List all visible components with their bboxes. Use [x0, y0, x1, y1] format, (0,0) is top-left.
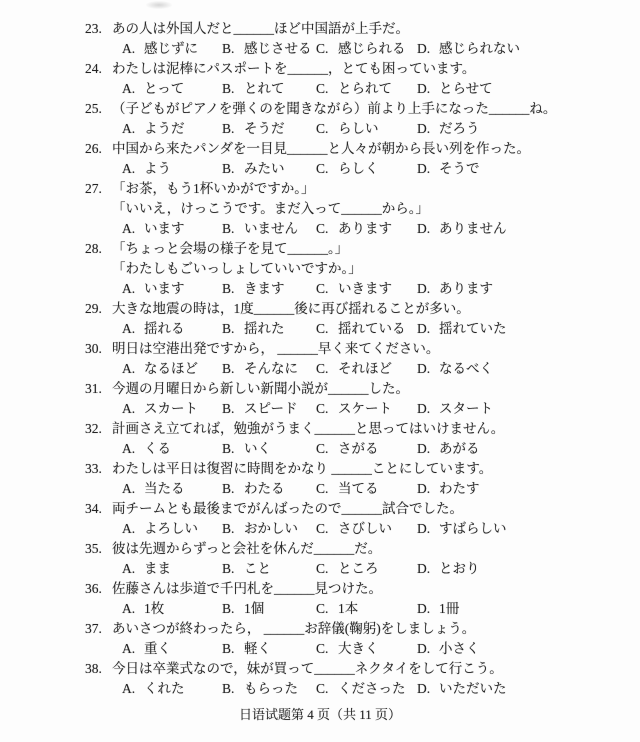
option-c — [316, 119, 417, 139]
option-letter: B. — [222, 81, 235, 96]
page-footer — [0, 706, 640, 724]
option-a — [122, 439, 222, 459]
option-letter: C. — [316, 161, 329, 176]
option-letter: A. — [122, 481, 136, 496]
options-row — [85, 79, 625, 99]
option-letter: D. — [417, 481, 431, 496]
option-text: おかしい — [244, 521, 298, 536]
option-text: らしい — [338, 121, 379, 136]
question-text: 「いいえ，けっこうです。まだ入って______から。」 — [112, 201, 429, 216]
option-letter: A. — [122, 321, 136, 336]
option-text: きます — [244, 281, 285, 296]
option-d — [417, 219, 625, 239]
option-letter: D. — [417, 561, 431, 576]
option-letter: B. — [222, 221, 235, 236]
question-text: （子どもがピアノを弾くのを聞きながら）前より上手になった______ね。 — [112, 101, 557, 116]
option-text: ところ — [338, 561, 379, 576]
option-text: よろしい — [144, 521, 198, 536]
option-a — [122, 639, 222, 659]
question-number: 24. — [85, 61, 102, 76]
question-line — [85, 59, 625, 79]
option-c — [316, 79, 417, 99]
question-27 — [85, 179, 625, 239]
option-text: います — [144, 281, 185, 296]
option-b — [222, 39, 316, 59]
question-line — [85, 499, 625, 519]
option-text: 1個 — [244, 601, 265, 616]
option-letter: C. — [316, 41, 329, 56]
option-text: そんなに — [244, 361, 298, 376]
question-text: 「ちょっと会場の様子を見て______。」 — [112, 241, 349, 256]
option-letter: B. — [222, 121, 235, 136]
option-d — [417, 679, 625, 699]
option-b — [222, 399, 316, 419]
question-line — [85, 659, 625, 679]
option-a — [122, 679, 222, 699]
option-a — [122, 319, 222, 339]
option-letter: C. — [316, 641, 329, 656]
option-d — [417, 599, 625, 619]
question-text: 中国から来たパンダを一目見______と人々が朝から長い列を作った。 — [112, 141, 530, 156]
option-text: スケート — [338, 401, 392, 416]
option-text: 当てる — [338, 481, 379, 496]
option-letter: D. — [417, 601, 431, 616]
option-text: あります — [439, 281, 493, 296]
question-number: 26. — [85, 141, 102, 156]
option-letter: A. — [122, 641, 136, 656]
options-row — [85, 559, 625, 579]
option-b — [222, 439, 316, 459]
option-b — [222, 79, 316, 99]
option-letter: A. — [122, 41, 136, 56]
options-row — [85, 519, 625, 539]
question-line — [85, 299, 625, 319]
option-letter: A. — [122, 221, 136, 236]
question-number: 25. — [85, 101, 102, 116]
option-a — [122, 599, 222, 619]
question-23 — [85, 19, 625, 59]
question-28 — [85, 239, 625, 299]
question-number: 27. — [85, 181, 102, 196]
options-row — [85, 479, 625, 499]
option-b — [222, 119, 316, 139]
question-line — [85, 259, 625, 279]
question-26 — [85, 139, 625, 179]
option-letter: B. — [222, 601, 235, 616]
option-d — [417, 119, 625, 139]
option-text: とれて — [244, 81, 285, 96]
option-text: 揺れている — [338, 321, 406, 336]
option-b — [222, 559, 316, 579]
option-text: よう — [144, 161, 171, 176]
question-number: 31. — [85, 381, 102, 396]
question-line — [85, 239, 625, 259]
question-25 — [85, 99, 625, 139]
options-row — [85, 679, 625, 699]
question-30 — [85, 339, 625, 379]
option-b — [222, 219, 316, 239]
option-letter: C. — [316, 401, 329, 416]
question-text: 明日は空港出発ですから， ______早く来てください。 — [112, 341, 440, 356]
question-number: 38. — [85, 661, 102, 676]
option-text: さがる — [338, 441, 379, 456]
option-c — [316, 559, 417, 579]
options-row — [85, 399, 625, 419]
scan-smudge — [146, 1, 172, 9]
option-text: なるほど — [144, 361, 198, 376]
option-letter: A. — [122, 561, 136, 576]
option-letter: A. — [122, 161, 136, 176]
option-b — [222, 159, 316, 179]
option-c — [316, 639, 417, 659]
question-number: 37. — [85, 621, 102, 636]
option-text: いません — [244, 221, 298, 236]
option-letter: D. — [417, 321, 431, 336]
question-number: 29. — [85, 301, 102, 316]
option-b — [222, 519, 316, 539]
option-text: いく — [244, 441, 271, 456]
question-number: 36. — [85, 581, 102, 596]
question-33 — [85, 459, 625, 499]
option-letter: A. — [122, 601, 136, 616]
question-38 — [85, 659, 625, 699]
option-a — [122, 79, 222, 99]
option-text: 1枚 — [144, 601, 165, 616]
option-letter: A. — [122, 281, 136, 296]
option-letter: B. — [222, 641, 235, 656]
option-text: なるべく — [439, 361, 493, 376]
option-a — [122, 119, 222, 139]
option-letter: B. — [222, 161, 235, 176]
options-row — [85, 319, 625, 339]
option-c — [316, 279, 417, 299]
option-text: 大きく — [338, 641, 379, 656]
options-row — [85, 639, 625, 659]
option-text: 揺れる — [144, 321, 185, 336]
question-text: わたしは平日は復習に時間をかなり ______ことにしています。 — [112, 461, 493, 476]
question-36 — [85, 579, 625, 619]
option-text: すばらしい — [439, 521, 507, 536]
option-a — [122, 159, 222, 179]
question-line — [85, 139, 625, 159]
option-text: とらせて — [439, 81, 493, 96]
option-letter: D. — [417, 361, 431, 376]
option-c — [316, 359, 417, 379]
option-text: とられて — [338, 81, 392, 96]
option-letter: D. — [417, 641, 431, 656]
option-text: とって — [144, 81, 185, 96]
footer-text: 日语试题第 4 页（共 11 页） — [238, 707, 402, 722]
question-line — [85, 19, 625, 39]
option-letter: A. — [122, 361, 136, 376]
option-text: いただいた — [439, 681, 507, 696]
option-text: だろう — [439, 121, 480, 136]
options-row — [85, 39, 625, 59]
question-text: 計画さえ立てれば，勉強がうまく______と思ってはいけません。 — [112, 421, 505, 436]
option-text: 感じずに — [144, 41, 198, 56]
question-29 — [85, 299, 625, 339]
option-letter: B. — [222, 681, 235, 696]
option-text: くださった — [338, 681, 406, 696]
option-d — [417, 39, 625, 59]
question-number: 32. — [85, 421, 102, 436]
option-letter: B. — [222, 401, 235, 416]
option-d — [417, 319, 625, 339]
option-text: あがる — [439, 441, 480, 456]
option-a — [122, 559, 222, 579]
option-c — [316, 519, 417, 539]
question-number: 35. — [85, 541, 102, 556]
options-row — [85, 439, 625, 459]
option-text: います — [144, 221, 185, 236]
option-text: 軽く — [244, 641, 271, 656]
option-text: スピード — [244, 401, 298, 416]
option-letter: C. — [316, 601, 329, 616]
option-letter: C. — [316, 121, 329, 136]
option-letter: C. — [316, 321, 329, 336]
option-d — [417, 279, 625, 299]
option-text: こと — [244, 561, 271, 576]
option-a — [122, 479, 222, 499]
option-letter: C. — [316, 361, 329, 376]
option-letter: D. — [417, 281, 431, 296]
question-text: 「わたしもごいっしょしていいですか。」 — [112, 261, 362, 276]
question-line — [85, 459, 625, 479]
option-text: わたる — [244, 481, 285, 496]
option-text: 1本 — [338, 601, 359, 616]
option-text: 揺れた — [244, 321, 285, 336]
option-text: ようだ — [144, 121, 185, 136]
option-d — [417, 639, 625, 659]
option-d — [417, 559, 625, 579]
question-line — [85, 199, 625, 219]
option-letter: A. — [122, 401, 136, 416]
options-row — [85, 599, 625, 619]
option-c — [316, 159, 417, 179]
option-text: 重く — [144, 641, 171, 656]
option-text: らしく — [338, 161, 379, 176]
option-text: くれた — [144, 681, 185, 696]
question-text: 佐藤さんは歩道で千円札を______見つけた。 — [112, 581, 382, 596]
option-letter: C. — [316, 561, 329, 576]
option-c — [316, 319, 417, 339]
option-text: さびしい — [338, 521, 392, 536]
question-list — [85, 19, 625, 699]
options-row — [85, 119, 625, 139]
question-text: わたしは泥棒にパスポートを______，とても困っています。 — [112, 61, 476, 76]
option-letter: A. — [122, 121, 136, 136]
question-line — [85, 179, 625, 199]
question-line — [85, 379, 625, 399]
question-text: 今週の月曜日から新しい新聞小説が______した。 — [112, 381, 409, 396]
option-d — [417, 479, 625, 499]
question-number: 23. — [85, 21, 102, 36]
option-b — [222, 679, 316, 699]
option-text: 1冊 — [439, 601, 460, 616]
option-a — [122, 519, 222, 539]
option-text: 感じさせる — [244, 41, 312, 56]
option-letter: D. — [417, 221, 431, 236]
option-text: もらった — [244, 681, 298, 696]
option-letter: B. — [222, 361, 235, 376]
option-letter: B. — [222, 561, 235, 576]
question-32 — [85, 419, 625, 459]
option-text: そうだ — [244, 121, 285, 136]
question-24 — [85, 59, 625, 99]
option-letter: D. — [417, 441, 431, 456]
option-text: あります — [338, 221, 392, 236]
option-letter: B. — [222, 441, 235, 456]
question-34 — [85, 499, 625, 539]
option-letter: D. — [417, 161, 431, 176]
option-a — [122, 279, 222, 299]
option-b — [222, 359, 316, 379]
option-d — [417, 79, 625, 99]
option-letter: D. — [417, 121, 431, 136]
options-row — [85, 359, 625, 379]
option-letter: D. — [417, 681, 431, 696]
option-d — [417, 359, 625, 379]
option-letter: B. — [222, 521, 235, 536]
option-c — [316, 679, 417, 699]
option-letter: D. — [417, 81, 431, 96]
question-line — [85, 419, 625, 439]
option-letter: C. — [316, 281, 329, 296]
option-d — [417, 519, 625, 539]
option-b — [222, 479, 316, 499]
option-letter: D. — [417, 41, 431, 56]
option-letter: C. — [316, 481, 329, 496]
option-d — [417, 159, 625, 179]
options-row — [85, 159, 625, 179]
option-d — [417, 399, 625, 419]
question-text: 彼は先週からずっと会社を休んだ______だ。 — [112, 541, 382, 556]
option-c — [316, 399, 417, 419]
option-a — [122, 359, 222, 379]
question-text: 大きな地震の時は，1度______後に再び揺れることが多い。 — [112, 301, 470, 316]
question-text: 両チームとも最後までがんばったので______試合でした。 — [112, 501, 463, 516]
question-35 — [85, 539, 625, 579]
option-text: スカート — [144, 401, 198, 416]
option-letter: A. — [122, 441, 136, 456]
option-letter: D. — [417, 401, 431, 416]
option-text: とおり — [439, 561, 480, 576]
option-letter: A. — [122, 681, 136, 696]
option-b — [222, 639, 316, 659]
option-text: ありません — [439, 221, 507, 236]
question-line — [85, 339, 625, 359]
question-text: あの人は外国人だと______ほど中国語が上手だ。 — [112, 21, 409, 36]
option-text: いきます — [338, 281, 392, 296]
option-text: スタート — [439, 401, 493, 416]
question-line — [85, 99, 625, 119]
option-letter: A. — [122, 521, 136, 536]
question-line — [85, 539, 625, 559]
option-text: 感じられる — [338, 41, 406, 56]
option-text: 感じられない — [439, 41, 520, 56]
option-text: 小さく — [439, 641, 480, 656]
option-letter: C. — [316, 681, 329, 696]
option-c — [316, 599, 417, 619]
option-letter: B. — [222, 321, 235, 336]
option-c — [316, 439, 417, 459]
option-letter: D. — [417, 521, 431, 536]
option-text: みたい — [244, 161, 285, 176]
option-letter: B. — [222, 41, 235, 56]
question-31 — [85, 379, 625, 419]
option-text: まま — [144, 561, 171, 576]
question-line — [85, 579, 625, 599]
option-c — [316, 39, 417, 59]
option-text: 当たる — [144, 481, 185, 496]
option-d — [417, 439, 625, 459]
option-letter: B. — [222, 481, 235, 496]
question-text: 「お茶，もう1杯いかがですか。」 — [112, 181, 315, 196]
option-letter: C. — [316, 221, 329, 236]
option-letter: C. — [316, 81, 329, 96]
options-row — [85, 219, 625, 239]
option-b — [222, 279, 316, 299]
option-a — [122, 219, 222, 239]
option-letter: B. — [222, 281, 235, 296]
option-c — [316, 219, 417, 239]
option-c — [316, 479, 417, 499]
question-number: 28. — [85, 241, 102, 256]
option-text: 揺れていた — [439, 321, 507, 336]
option-a — [122, 399, 222, 419]
options-row — [85, 279, 625, 299]
option-b — [222, 319, 316, 339]
question-line — [85, 619, 625, 639]
option-letter: C. — [316, 521, 329, 536]
option-a — [122, 39, 222, 59]
question-number: 34. — [85, 501, 102, 516]
question-37 — [85, 619, 625, 659]
option-letter: A. — [122, 81, 136, 96]
option-text: それほど — [338, 361, 392, 376]
option-letter: C. — [316, 441, 329, 456]
question-text: 今日は卒業式なので，妹が買って______ネクタイをして行こう。 — [112, 661, 503, 676]
question-text: あいさつが終わったら， ______お辞儀(鞠躬)をしましょう。 — [112, 621, 476, 636]
option-b — [222, 599, 316, 619]
option-text: そうで — [439, 161, 480, 176]
option-text: くる — [144, 441, 171, 456]
question-number: 30. — [85, 341, 102, 356]
question-number: 33. — [85, 461, 102, 476]
option-text: わたす — [439, 481, 480, 496]
